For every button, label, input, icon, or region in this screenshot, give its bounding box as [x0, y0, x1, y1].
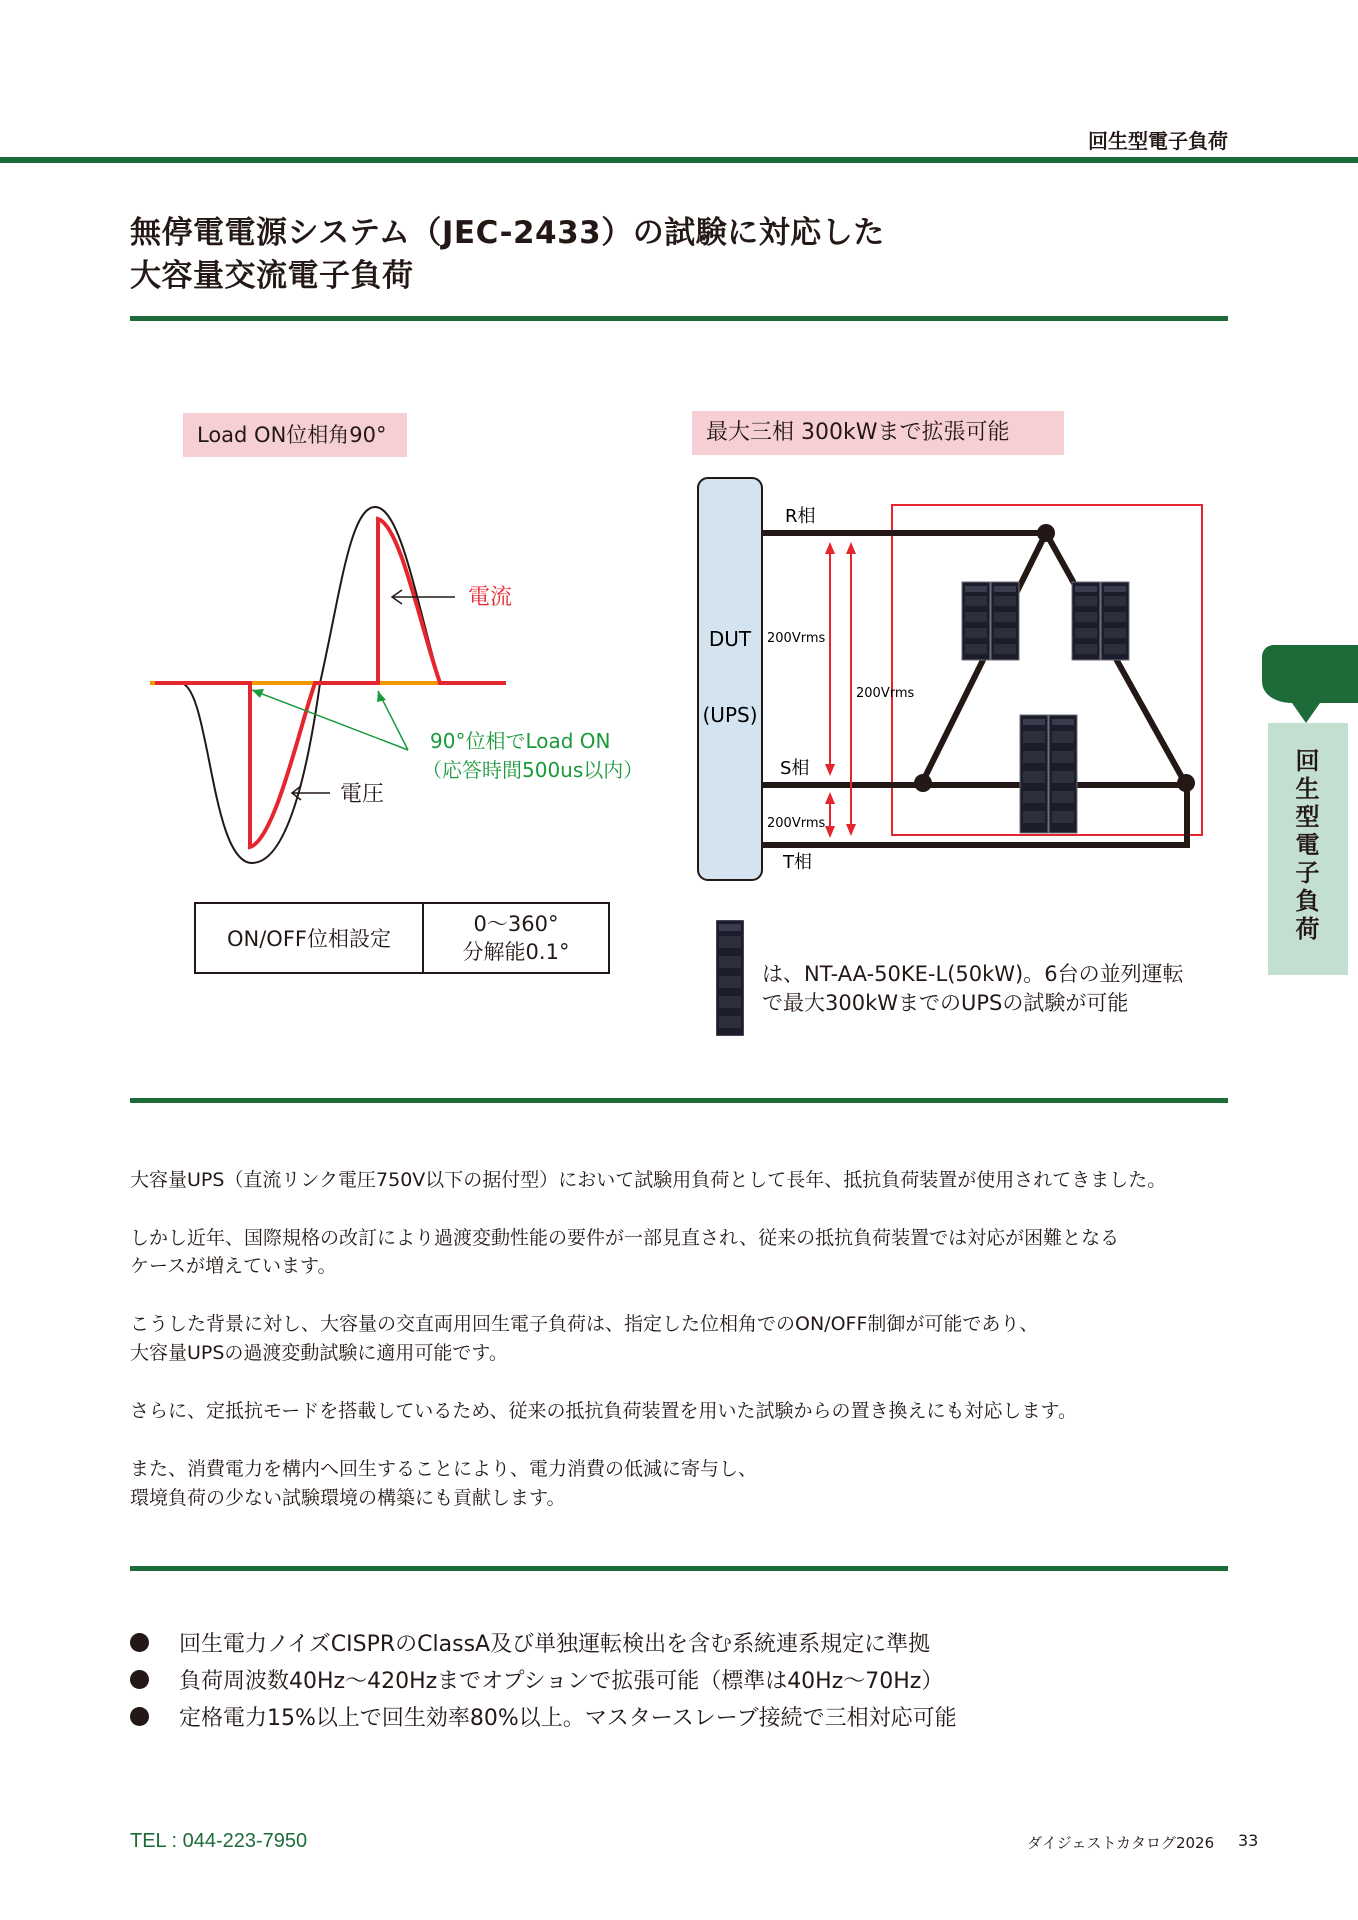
- onoff-table-label: ON/OFF位相設定: [195, 903, 423, 973]
- voltage-rt-label: 200Vrms: [856, 686, 915, 701]
- page-title-line2: 大容量交流電子負荷: [130, 258, 414, 294]
- arrow-st-top: [825, 792, 835, 804]
- current-waveform: [155, 519, 506, 847]
- title-rule: [130, 316, 1228, 321]
- load-unit-bottom: [1020, 715, 1077, 833]
- side-tab-marker: [1262, 645, 1358, 735]
- bullet-icon: [130, 1633, 149, 1652]
- page-number: 33: [1238, 1831, 1259, 1850]
- phase-diagram-label: 最大三相 300kWまで拡張可能: [692, 411, 1064, 455]
- header-category: 回生型電子負荷: [1088, 129, 1228, 153]
- onoff-phase-table: [194, 902, 610, 974]
- feature-item: [130, 1701, 957, 1732]
- bullet-icon: [130, 1670, 149, 1689]
- s-phase-label: S相: [780, 758, 810, 779]
- feature-text: 定格電力15%以上で回生効率80%以上。マスタースレーブ接続で三相対応可能: [179, 1706, 957, 1731]
- node-t: [1177, 774, 1195, 792]
- onoff-range: 0～360°: [473, 912, 559, 936]
- arrow-rs-bottom: [825, 764, 835, 776]
- body-paragraph-3a: こうした背景に対し、大容量の交直両用回生電子負荷は、指定した位相角でのON/OFF制御が可能であり、: [130, 1313, 1039, 1335]
- t-phase-label: T相: [783, 852, 812, 873]
- unit-note-line1: は、NT-AA-50KE-L(50kW)。6台の並列運転: [762, 962, 1184, 986]
- footer-catalog: ダイジェストカタログ2026: [1027, 1834, 1215, 1852]
- body-rule: [130, 1566, 1228, 1571]
- onoff-resolution: 分解能0.1°: [462, 940, 570, 964]
- footer-tel: TEL : 044-223-7950: [130, 1830, 308, 1852]
- feature-text: 回生電力ノイズCISPRのClassA及び単独運転検出を含む系統連系規定に準拠: [179, 1632, 931, 1657]
- current-label: 電流: [468, 585, 513, 610]
- arrow-rt-top: [846, 542, 856, 554]
- arrow-rs-top: [825, 542, 835, 554]
- three-phase-diagram: [690, 470, 1210, 885]
- header-rule: [0, 157, 1358, 163]
- node-r: [1037, 524, 1055, 542]
- annotation-arrow-2-head: [377, 691, 386, 702]
- annotation-line2: （応答時間500us以内）: [422, 758, 644, 782]
- arrow-rt-bottom: [846, 824, 856, 836]
- voltage-rs-label: 200Vrms: [767, 631, 826, 646]
- side-tab-label: 回生型電子負荷: [1291, 748, 1319, 944]
- body-paragraph-5a: また、消費電力を構内へ回生することにより、電力消費の低減に寄与し、: [130, 1458, 758, 1480]
- body-paragraph-2b: ケースが増えています。: [130, 1255, 337, 1277]
- annotation-line1: 90°位相でLoad ON: [430, 729, 611, 753]
- waveform-diagram: [150, 495, 680, 865]
- voltage-st-label: 200Vrms: [767, 816, 826, 831]
- figure-rule: [130, 1098, 1228, 1103]
- body-paragraph-2a: しかし近年、国際規格の改訂により過渡変動性能の要件が一部見直され、従来の抵抗負荷装置では対応が困難となる: [130, 1227, 1120, 1249]
- bullet-icon: [130, 1707, 149, 1726]
- body-paragraph-4: さらに、定抵抗モードを搭載しているため、従来の抵抗負荷装置を用いた試験からの置き換えにも対応します。: [130, 1400, 1077, 1422]
- feature-item: [130, 1664, 943, 1695]
- onoff-table-value: [423, 903, 609, 973]
- arrow-st-bottom: [825, 826, 835, 838]
- body-paragraph-5b: 環境負荷の少ない試験環境の構築にも貢献します。: [130, 1487, 566, 1509]
- dut-box: [698, 478, 762, 880]
- dut-label: DUT: [708, 627, 752, 651]
- unit-note-line2: で最大300kWまでのUPSの試験が可能: [762, 991, 1129, 1015]
- ups-label: (UPS): [702, 703, 758, 727]
- page-title-line1: 無停電電源システム（JEC-2433）の試験に対応した: [130, 215, 885, 251]
- load-unit-icon: [716, 920, 744, 1036]
- body-paragraph-3b: 大容量UPSの過渡変動試験に適用可能です。: [130, 1342, 508, 1364]
- r-phase-label: R相: [785, 506, 816, 527]
- load-unit-left: [962, 582, 1019, 660]
- body-paragraph-1: 大容量UPS（直流リンク電圧750V以下の据付型）において試験用負荷として長年、抵抗負荷装置が使用されてきました。: [130, 1169, 1167, 1191]
- feature-text: 負荷周波数40Hz～420Hzまでオプションで拡張可能（標準は40Hz～70Hz）: [179, 1669, 944, 1694]
- waveform-label: Load ON位相角90°: [183, 413, 407, 457]
- feature-item: [130, 1627, 930, 1658]
- node-s: [914, 774, 932, 792]
- load-unit-right: [1072, 582, 1129, 660]
- voltage-label: 電圧: [340, 782, 385, 807]
